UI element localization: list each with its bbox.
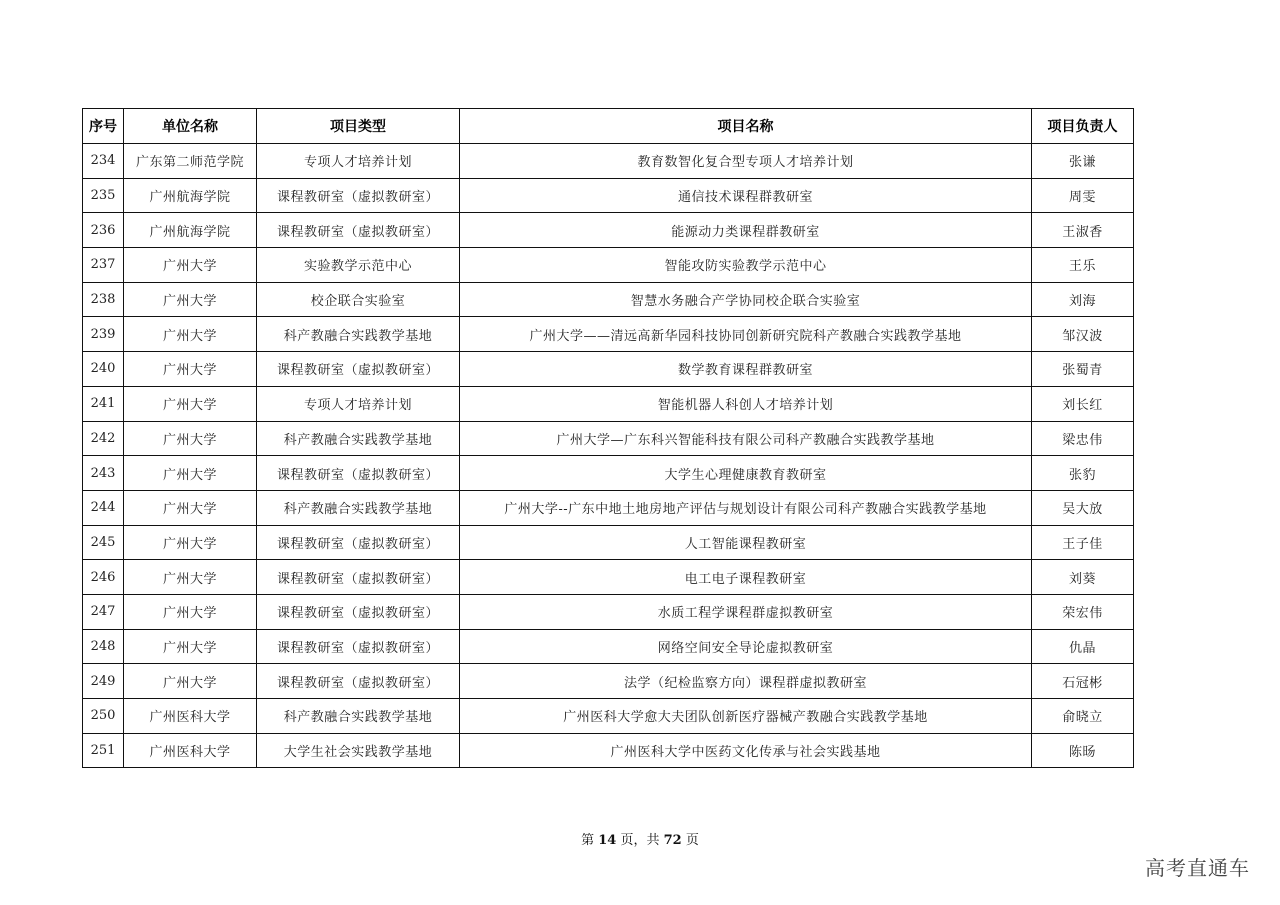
cell-serial-number: 238: [83, 282, 124, 317]
cell-project-name: 广州医科大学愈大夫团队创新医疗器械产教融合实践教学基地: [460, 699, 1032, 734]
cell-project-type: 专项人才培养计划: [257, 144, 460, 179]
cell-project-name: 大学生心理健康教育教研室: [460, 456, 1032, 491]
cell-project-name: 通信技术课程群教研室: [460, 178, 1032, 213]
cell-project-leader: 王子佳: [1032, 525, 1134, 560]
cell-unit-name: 广州大学: [124, 352, 257, 387]
cell-project-type: 实验教学示范中心: [257, 248, 460, 283]
table-row: [83, 213, 1134, 248]
footer-prefix: 第: [581, 833, 595, 848]
cell-unit-name: 广州大学: [124, 629, 257, 664]
footer-suffix: 页: [685, 833, 699, 848]
cell-project-leader: 张谦: [1032, 144, 1134, 179]
header-project-type: 项目类型: [257, 109, 460, 144]
cell-serial-number: 239: [83, 317, 124, 352]
cell-project-leader: 周雯: [1032, 178, 1134, 213]
cell-unit-name: 广州大学: [124, 664, 257, 699]
header-serial-number: 序号: [83, 109, 124, 144]
cell-unit-name: 广州大学: [124, 317, 257, 352]
cell-unit-name: 广东第二师范学院: [124, 144, 257, 179]
cell-project-type: 科产教融合实践教学基地: [257, 490, 460, 525]
cell-project-leader: 刘长红: [1032, 386, 1134, 421]
cell-serial-number: 240: [83, 352, 124, 387]
cell-project-type: 课程教研室（虚拟教研室）: [257, 352, 460, 387]
cell-project-name: 人工智能课程教研室: [460, 525, 1032, 560]
table-row: [83, 178, 1134, 213]
table-body: [83, 144, 1134, 768]
cell-unit-name: 广州医科大学: [124, 733, 257, 768]
table-row: [83, 248, 1134, 283]
cell-serial-number: 242: [83, 421, 124, 456]
cell-project-name: 法学（纪检监察方向）课程群虚拟教研室: [460, 664, 1032, 699]
cell-serial-number: 234: [83, 144, 124, 179]
table-row: [83, 386, 1134, 421]
cell-project-type: 课程教研室（虚拟教研室）: [257, 664, 460, 699]
footer-total-pages: 72: [663, 833, 682, 848]
table-row: [83, 144, 1134, 179]
cell-serial-number: 251: [83, 733, 124, 768]
cell-serial-number: 241: [83, 386, 124, 421]
page-footer: [0, 829, 1280, 848]
cell-unit-name: 广州大学: [124, 560, 257, 595]
table-row: [83, 490, 1134, 525]
table-row: [83, 525, 1134, 560]
cell-project-leader: 俞晓立: [1032, 699, 1134, 734]
cell-project-type: 专项人才培养计划: [257, 386, 460, 421]
cell-project-leader: 陈旸: [1032, 733, 1134, 768]
cell-unit-name: 广州大学: [124, 594, 257, 629]
cell-project-type: 课程教研室（虚拟教研室）: [257, 213, 460, 248]
cell-serial-number: 235: [83, 178, 124, 213]
cell-project-type: 课程教研室（虚拟教研室）: [257, 456, 460, 491]
table-row: [83, 594, 1134, 629]
cell-project-name: 网络空间安全导论虚拟教研室: [460, 629, 1032, 664]
cell-project-type: 大学生社会实践教学基地: [257, 733, 460, 768]
cell-project-name: 电工电子课程教研室: [460, 560, 1032, 595]
cell-serial-number: 245: [83, 525, 124, 560]
table-row: [83, 456, 1134, 491]
cell-unit-name: 广州大学: [124, 421, 257, 456]
header-project-leader: 项目负责人: [1032, 109, 1134, 144]
cell-project-type: 科产教融合实践教学基地: [257, 421, 460, 456]
table-row: [83, 317, 1134, 352]
header-unit-name: 单位名称: [124, 109, 257, 144]
cell-project-type: 课程教研室（虚拟教研室）: [257, 178, 460, 213]
cell-unit-name: 广州大学: [124, 525, 257, 560]
watermark: 高考直通车: [1145, 856, 1250, 880]
cell-project-leader: 张蜀青: [1032, 352, 1134, 387]
cell-unit-name: 广州航海学院: [124, 178, 257, 213]
cell-unit-name: 广州大学: [124, 282, 257, 317]
table-row: [83, 629, 1134, 664]
cell-serial-number: 236: [83, 213, 124, 248]
cell-serial-number: 246: [83, 560, 124, 595]
cell-project-name: 广州大学—广东科兴智能科技有限公司科产教融合实践教学基地: [460, 421, 1032, 456]
cell-project-name: 数学教育课程群教研室: [460, 352, 1032, 387]
cell-unit-name: 广州大学: [124, 248, 257, 283]
footer-page-number: 14: [598, 833, 617, 848]
cell-project-type: 科产教融合实践教学基地: [257, 317, 460, 352]
table-row: [83, 699, 1134, 734]
table-row: [83, 560, 1134, 595]
cell-project-type: 校企联合实验室: [257, 282, 460, 317]
project-table: [82, 108, 1134, 768]
footer-middle: 页，共: [620, 833, 660, 848]
cell-serial-number: 248: [83, 629, 124, 664]
cell-project-name: 水质工程学课程群虚拟教研室: [460, 594, 1032, 629]
cell-project-leader: 石冠彬: [1032, 664, 1134, 699]
cell-project-name: 广州医科大学中医药文化传承与社会实践基地: [460, 733, 1032, 768]
cell-project-name: 广州大学——清远高新华园科技协同创新研究院科产教融合实践教学基地: [460, 317, 1032, 352]
cell-project-type: 课程教研室（虚拟教研室）: [257, 629, 460, 664]
cell-unit-name: 广州大学: [124, 456, 257, 491]
cell-project-type: 课程教研室（虚拟教研室）: [257, 594, 460, 629]
table-row: [83, 282, 1134, 317]
cell-unit-name: 广州航海学院: [124, 213, 257, 248]
cell-project-type: 科产教融合实践教学基地: [257, 699, 460, 734]
cell-project-leader: 吴大放: [1032, 490, 1134, 525]
table-row: [83, 733, 1134, 768]
cell-project-name: 智能机器人科创人才培养计划: [460, 386, 1032, 421]
cell-unit-name: 广州大学: [124, 386, 257, 421]
table-row: [83, 664, 1134, 699]
cell-project-leader: 仇晶: [1032, 629, 1134, 664]
cell-serial-number: 247: [83, 594, 124, 629]
cell-serial-number: 237: [83, 248, 124, 283]
cell-unit-name: 广州医科大学: [124, 699, 257, 734]
cell-serial-number: 243: [83, 456, 124, 491]
cell-project-leader: 梁忠伟: [1032, 421, 1134, 456]
cell-serial-number: 250: [83, 699, 124, 734]
cell-project-name: 广州大学--广东中地土地房地产评估与规划设计有限公司科产教融合实践教学基地: [460, 490, 1032, 525]
cell-project-type: 课程教研室（虚拟教研室）: [257, 560, 460, 595]
cell-project-name: 教育数智化复合型专项人才培养计划: [460, 144, 1032, 179]
table-header-row: [83, 109, 1134, 144]
cell-project-leader: 刘海: [1032, 282, 1134, 317]
cell-project-name: 能源动力类课程群教研室: [460, 213, 1032, 248]
table-row: [83, 421, 1134, 456]
cell-unit-name: 广州大学: [124, 490, 257, 525]
cell-project-name: 智能攻防实验教学示范中心: [460, 248, 1032, 283]
cell-project-leader: 荣宏伟: [1032, 594, 1134, 629]
cell-project-leader: 王乐: [1032, 248, 1134, 283]
header-project-name: 项目名称: [460, 109, 1032, 144]
table-row: [83, 352, 1134, 387]
cell-serial-number: 244: [83, 490, 124, 525]
cell-project-leader: 刘葵: [1032, 560, 1134, 595]
cell-project-leader: 张豹: [1032, 456, 1134, 491]
cell-project-type: 课程教研室（虚拟教研室）: [257, 525, 460, 560]
cell-project-name: 智慧水务融合产学协同校企联合实验室: [460, 282, 1032, 317]
cell-project-leader: 王淑香: [1032, 213, 1134, 248]
cell-project-leader: 邹汉波: [1032, 317, 1134, 352]
cell-serial-number: 249: [83, 664, 124, 699]
